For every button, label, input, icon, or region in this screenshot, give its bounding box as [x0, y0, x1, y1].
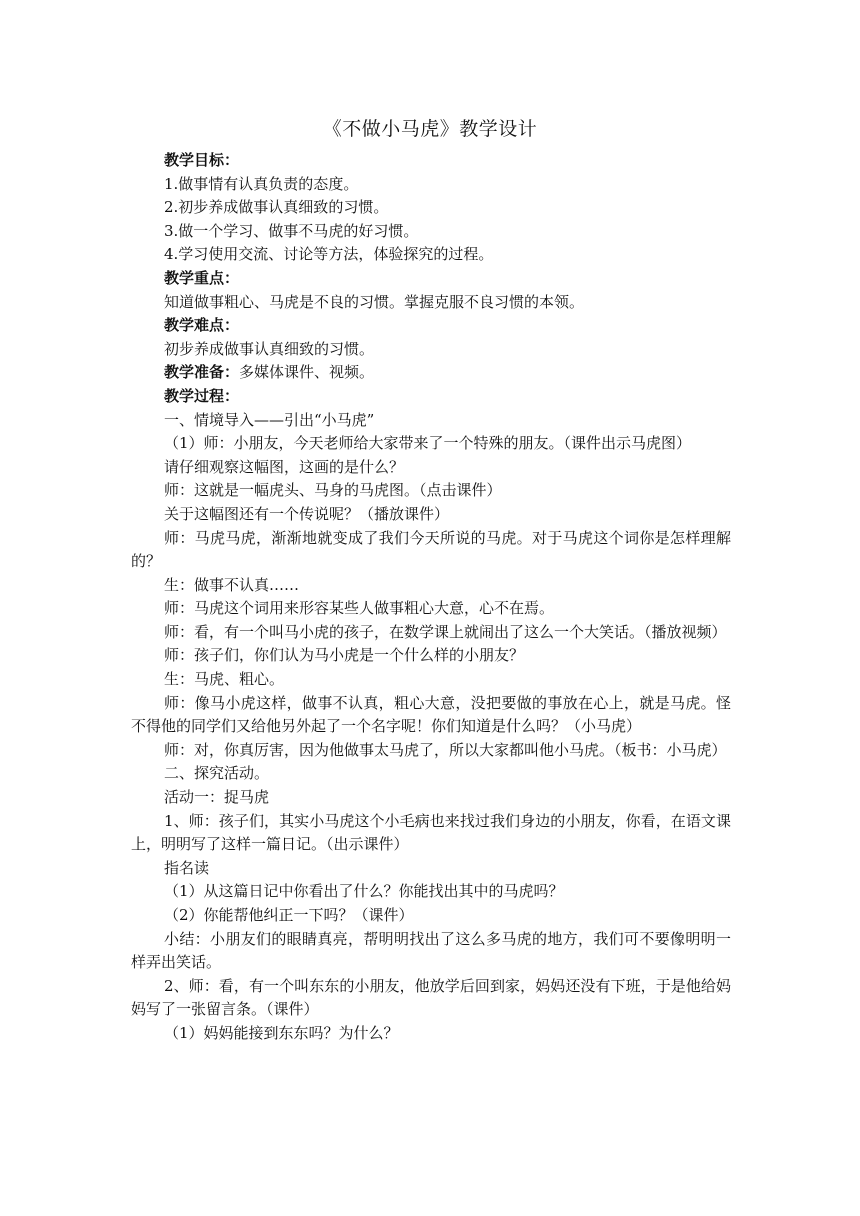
paragraph-text: 初步养成做事认真细致的习惯。 — [164, 339, 375, 358]
paragraph — [131, 220, 731, 244]
paragraph-text: （1）师：小朋友，今天老师给大家带来了一个特殊的朋友。（课件出示马虎图） — [164, 434, 692, 453]
paragraph-text: 关于这幅图还有一个传说呢？（播放课件） — [164, 504, 450, 523]
paragraph — [131, 432, 731, 456]
paragraph-text: 师：马虎马虎，渐渐地就变成了我们今天所说的马虎。对于马虎这个词你是怎样理解的？ — [131, 528, 731, 571]
paragraph — [131, 762, 731, 786]
paragraph-text: 生：马虎、粗心。 — [164, 670, 285, 689]
paragraph — [131, 409, 731, 433]
paragraph-text: 知道做事粗心、马虎是不良的习惯。掌握克服不良习惯的本领。 — [164, 292, 585, 311]
paragraph — [131, 527, 731, 574]
paragraph — [131, 196, 731, 220]
paragraph-text: 生：做事不认真…… — [164, 575, 300, 594]
paragraph — [131, 1022, 731, 1046]
section-heading: 教学难点： — [164, 316, 240, 335]
paragraph-text: 4.学习使用交流、讨论等方法，体验探究的过程。 — [164, 245, 494, 264]
paragraph — [131, 456, 731, 480]
paragraph-text: （1）从这篇日记中你看出了什么？你能找出其中的马虎吗？ — [164, 882, 564, 901]
paragraph-text: 2.初步养成做事认真细致的习惯。 — [164, 198, 389, 217]
document-title: 《不做小马虎》教学设计 — [322, 118, 538, 140]
paragraph-text: 1、师：孩子们，其实小马虎这个小毛病也来找过我们身边的小朋友，你看，在语文课上，明明写了这样一篇日记。（出示课件） — [131, 811, 731, 854]
paragraph — [131, 291, 731, 315]
paragraph — [131, 786, 731, 810]
paragraph — [131, 928, 731, 975]
paragraph-text: 指名读 — [164, 858, 210, 877]
paragraph — [131, 692, 731, 739]
paragraph — [131, 904, 731, 928]
paragraph-text: 二、探究活动。 — [164, 764, 270, 783]
paragraph — [131, 267, 731, 291]
paragraph — [131, 739, 731, 763]
paragraph — [131, 574, 731, 598]
paragraph-text: 2、师：看，有一个叫东东的小朋友，他放学后回到家，妈妈还没有下班，于是他给妈妈写了一张留言条。（课件） — [131, 976, 731, 1019]
paragraph-text: 1.做事情有认真负责的态度。 — [164, 174, 359, 193]
paragraph — [131, 810, 731, 857]
paragraph — [131, 361, 731, 385]
paragraph — [131, 149, 731, 173]
paragraph — [131, 975, 731, 1022]
paragraph — [131, 173, 731, 197]
paragraph — [131, 385, 731, 409]
section-heading: 教学目标： — [164, 151, 240, 169]
paragraph — [131, 503, 731, 527]
paragraph — [131, 857, 731, 881]
paragraph — [131, 479, 731, 503]
paragraph-text: 师：对，你真厉害，因为他做事太马虎了，所以大家都叫他小马虎。（板书：小马虎） — [164, 740, 727, 759]
paragraph-text: （1）妈妈能接到东东吗？为什么？ — [164, 1023, 399, 1042]
paragraph-text: （2）你能帮他纠正一下吗？（课件） — [164, 906, 414, 924]
paragraph — [131, 644, 731, 668]
paragraph-text: 师：这就是一幅虎头、马身的马虎图。（点击课件） — [164, 481, 502, 500]
section-heading: 教学过程： — [164, 386, 240, 405]
paragraph — [131, 880, 731, 904]
paragraph-text: 师：马虎这个词用来形容某些人做事粗心大意，心不在焉。 — [164, 599, 555, 618]
paragraph-text: 师：孩子们，你们认为马小虎是一个什么样的小朋友？ — [164, 646, 525, 665]
paragraph — [131, 597, 731, 621]
paragraph-text: 师：像马小虎这样，做事不认真，粗心大意，没把要做的事放在心上，就是马虎。怪不得他的同学们又给他另外起了一个名字呢！你们知道是什么吗？（小马虎） — [131, 693, 731, 736]
paragraph — [131, 243, 731, 267]
paragraph-text: 活动一：捉马虎 — [164, 788, 270, 807]
paragraph-text: 请仔细观察这幅图，这画的是什么？ — [164, 457, 405, 476]
paragraph-text: 3.做一个学习、做事不马虎的好习惯。 — [164, 221, 419, 240]
paragraph-label: 教学准备： — [164, 363, 240, 382]
paragraph — [131, 621, 731, 645]
paragraph-text: 小结：小朋友们的眼睛真亮，帮明明找出了这么多马虎的地方，我们可不要像明明一样弄出笑话。 — [131, 929, 731, 972]
paragraph-text: 一、情境导入——引出“小马虎” — [164, 410, 375, 429]
section-heading: 教学重点： — [164, 268, 240, 287]
paragraph — [131, 314, 731, 338]
paragraph — [131, 338, 731, 362]
document-body — [131, 149, 731, 1046]
paragraph — [131, 668, 731, 692]
paragraph-text: 多媒体课件、视频。 — [239, 363, 375, 382]
paragraph-text: 师：看，有一个叫马小虎的孩子，在数学课上就闹出了这么一个大笑话。（播放视频） — [164, 622, 727, 641]
